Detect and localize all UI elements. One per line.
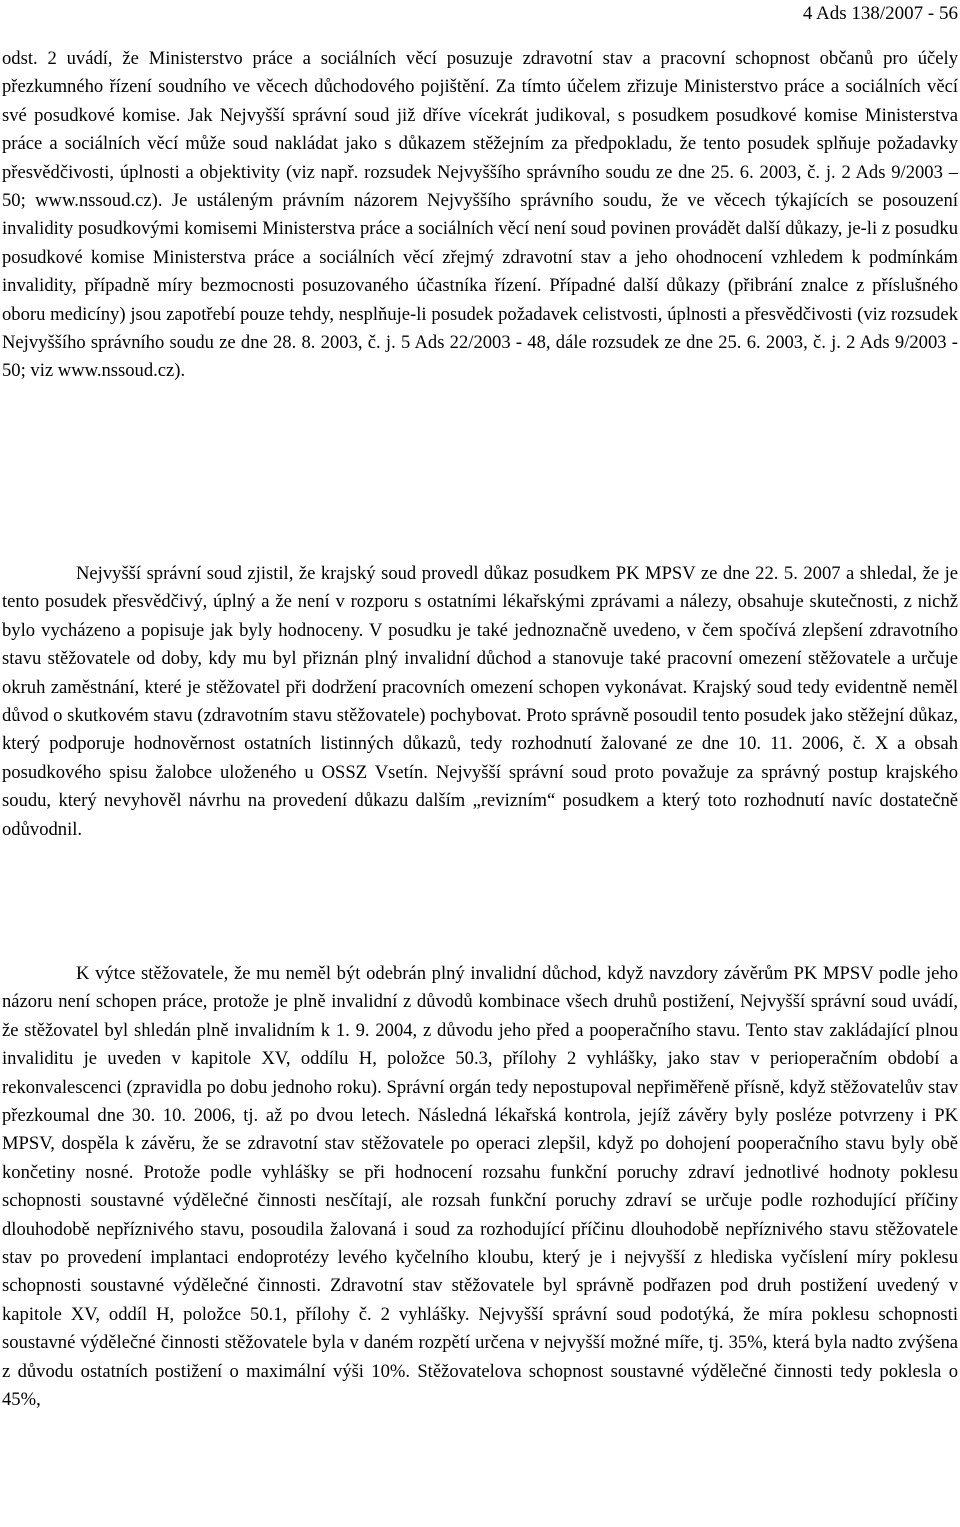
paragraph-court-findings: Nejvyšší správní soud zjistil, že krajský soud provedl důkaz posudkem PK MPSV ze dne 22. 5. 2007 a shledal, že je tento posudek přesvědčivý, úplný a že není v rozporu s ostatními lékařskými zprávami a nálezy, obsahuje skutečnosti, z nichž bylo vycházeno a popisuje jak byly hodnoceny. V posudku je také jednoznačně uvedeno, v čem spočívá zlepšení zdravotního stavu stěžovatele od doby, kdy mu byl přiznán plný invalidní důchod a stanovuje také pracovní omezení stěžovatele a určuje okruh zaměstnání, které je stěžovatel při dodržení pracovních omezení schopen vykonávat. Krajský soud tedy evidentně neměl důvod o skutkovém stavu (zdravotním stavu stěžovatele) pochybovat. Proto správně posoudil tento posudek jako stěžejní důkaz, který podporuje hodnověrnost ostatních listinných důkazů, tedy rozhodnutí žalované ze dne 10. 11. 2006, č. X a obsah posudkového spisu žalobce uloženého u OSSZ Vsetín. Nejvyšší správní soud proto považuje za správný postup krajského soudu, který nevyhověl návrhu na provedení důkazu dalším „revizním“ posudkem a který toto rozhodnutí navíc dostatečně odůvodnil. (2, 563, 958, 840)
paragraph-judicial-practice: odst. 2 uvádí, že Ministerstvo práce a sociálních věcí posuzuje zdravotní stav a pracovní schopnost občanů pro účely přezkumného řízení soudního ve věcech důchodového pojištění. Za tímto účelem zřizuje Ministerstvo práce a sociálních věcí své posudkové komise. Jak Nejvyšší správní soud již dříve vícekrát judikoval, s posudkem posudkové komise Ministerstva práce a sociálních věcí může soud nakládat jako s důkazem stěžejním za předpokladu, že tento posudek splňuje požadavky přesvědčivosti, úplnosti a objektivity (viz např. rozsudek Nejvyššího správního soudu ze dne 25. 6. 2003, č. j. 2 Ads 9/2003 – 50; www.nssoud.cz). Je ustáleným právním názorem Nejvyššího správního soudu, že ve věcech týkajících se posouzení invalidity posudkovými komisemi Ministerstva práce a sociálních věcí není soud povinen provádět další důkazy, je-li z posudku posudkové komise Ministerstva práce a sociálních věcí zřejmý zdravotní stav a jeho ohodnocení vzhledem k podmínkám invalidity, případně míry bezmocnosti posuzovaného účastníka řízení. Případné další důkazy (přibrání znalce z příslušného oboru medicíny) jsou zapotřebí pouze tehdy, nesplňuje-li posudek požadavek celistvosti, úplnosti a přesvědčivosti (viz rozsudek Nejvyššího správního soudu ze dne 28. 8. 2003, č. j. 5 Ads 22/2003 - 48, dále rozsudek ze dne 25. 6. 2003, č. j. 2 Ads 9/2003 - 50; viz www.nssoud.cz). (2, 48, 958, 382)
paragraph-objection-response: K výtce stěžovatele, že mu neměl být odebrán plný invalidní důchod, když navzdory závěrům PK MPSV podle jeho názoru není schopen práce, protože je plně invalidní z důvodů kombinace všech druhů postižení, Nejvyšší správní soud uvádí, že stěžovatel byl shledán plně invalidním k 1. 9. 2004, z důvodu jeho před a pooperačního stavu. Tento stav zakládající plnou invaliditu je uveden v kapitole XV, oddílu H, položce 50.3, přílohy 2 vyhlášky, jako stav v perioperačním období a rekonvalescenci (zpravidla po dobu jednoho roku). Správní orgán tedy nepostupoval nepřiměřeně přísně, když stěžovatelův stav přezkoumal dne 30. 10. 2006, tj. až po dvou letech. Následná lékařská kontrola, jejíž závěry byly posléze potvrzeny i PK MPSV, dospěla k závěru, že se zdravotní stav stěžovatele po operaci zlepšil, když po dohojení pooperačního stavu byly obě končetiny nosné. Protože podle vyhlášky se při hodnocení rozsahu funkční poruchy zdraví jednotlivé hodnoty poklesu schopnosti soustavné výdělečné činnosti nesčítají, ale rozsah funkční poruchy zdraví se určuje podle rozhodující příčiny dlouhodobě nepříznivého stavu, posoudila žalovaná i soud za rozhodující příčinu dlouhodobě nepříznivého stavu stěžovatele stav po provedení implantaci endoprotézy levého kyčelního kloubu, který je i nejvyšší z hlediska vyčíslení míry poklesu schopnosti soustavné výdělečné činnosti. Zdravotní stav stěžovatele byl správně podřazen pod druh postižení uvedený v kapitole XV, oddíl H, položce 50.1, přílohy č. 2 vyhlášky. Nejvyšší správní soud podotýká, že míra poklesu schopnosti soustavné výdělečné činnosti stěžovatele byla v daném rozpětí určena v nejvyšší možné míře, tj. 35%, která byla nadto zvýšena z důvodu ostatních postižení o maximální výši 10%. Stěžovatelova schopnost soustavné výdělečné činnosti tedy poklesla o 45%, (2, 963, 958, 1411)
case-reference-header: 4 Ads 138/2007 - 56 (802, 3, 958, 24)
